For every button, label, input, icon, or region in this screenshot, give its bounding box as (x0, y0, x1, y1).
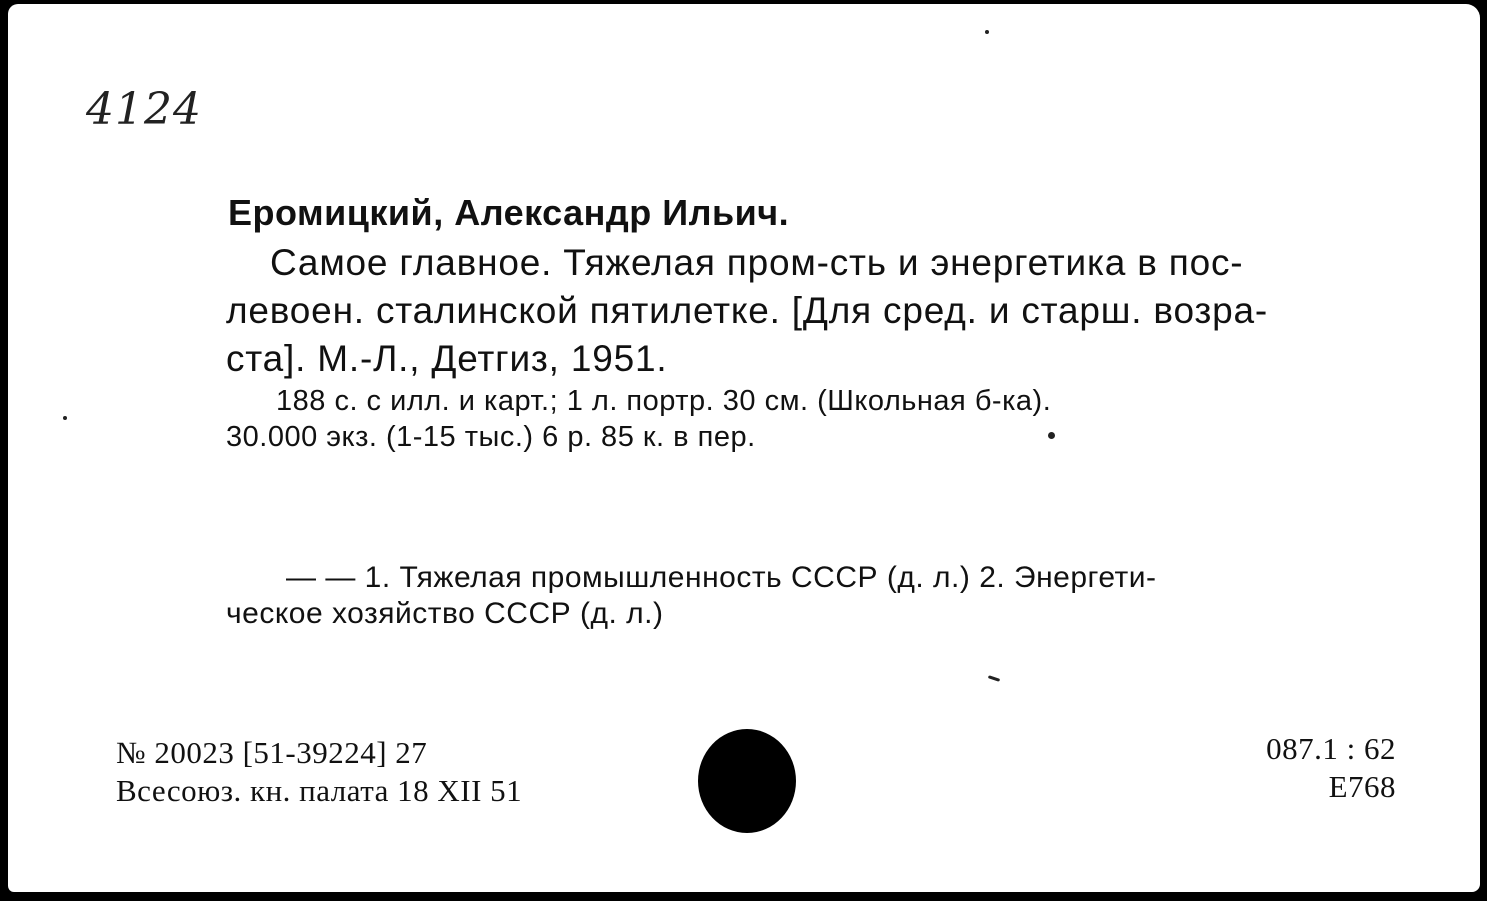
title-line-1: Самое главное. Тяжелая пром-сть и энергетика в пос- (270, 242, 1244, 283)
title-line-3: ста]. М.-Л., Детгиз, 1951. (226, 338, 668, 379)
handwritten-inventory-number: 4124 (86, 84, 202, 135)
author-heading: Еромицкий, Александр Ильич. (228, 192, 790, 233)
card-number: № 20023 [51-39224] 27 (116, 735, 428, 770)
subject-headings-line-2: ческое хозяйство СССР (д. л.) (226, 597, 664, 630)
author-mark: Е768 (1328, 769, 1396, 804)
edition-price-line: 30.000 экз. (1-15 тыс.) 6 р. 85 к. в пер. (226, 421, 756, 453)
physical-description-line: 188 с. с илл. и карт.; 1 л. портр. 30 см. (Школьная б-ка). (276, 385, 1052, 417)
title-line-2: левоен. сталинской пятилетке. [Для сред. и старш. возра- (226, 290, 1269, 331)
catalog-card (8, 4, 1480, 892)
ink-speck (985, 30, 989, 34)
punch-hole (698, 729, 796, 833)
book-chamber-line: Всесоюз. кн. палата 18 XII 51 (116, 773, 523, 808)
ink-speck (988, 675, 1000, 682)
ink-speck (1048, 432, 1055, 439)
subject-headings-line-1: — — 1. Тяжелая промышленность СССР (д. л.) 2. Энергети- (286, 561, 1157, 594)
ink-speck (63, 416, 67, 420)
classification-index: 087.1 : 62 (1266, 731, 1396, 766)
